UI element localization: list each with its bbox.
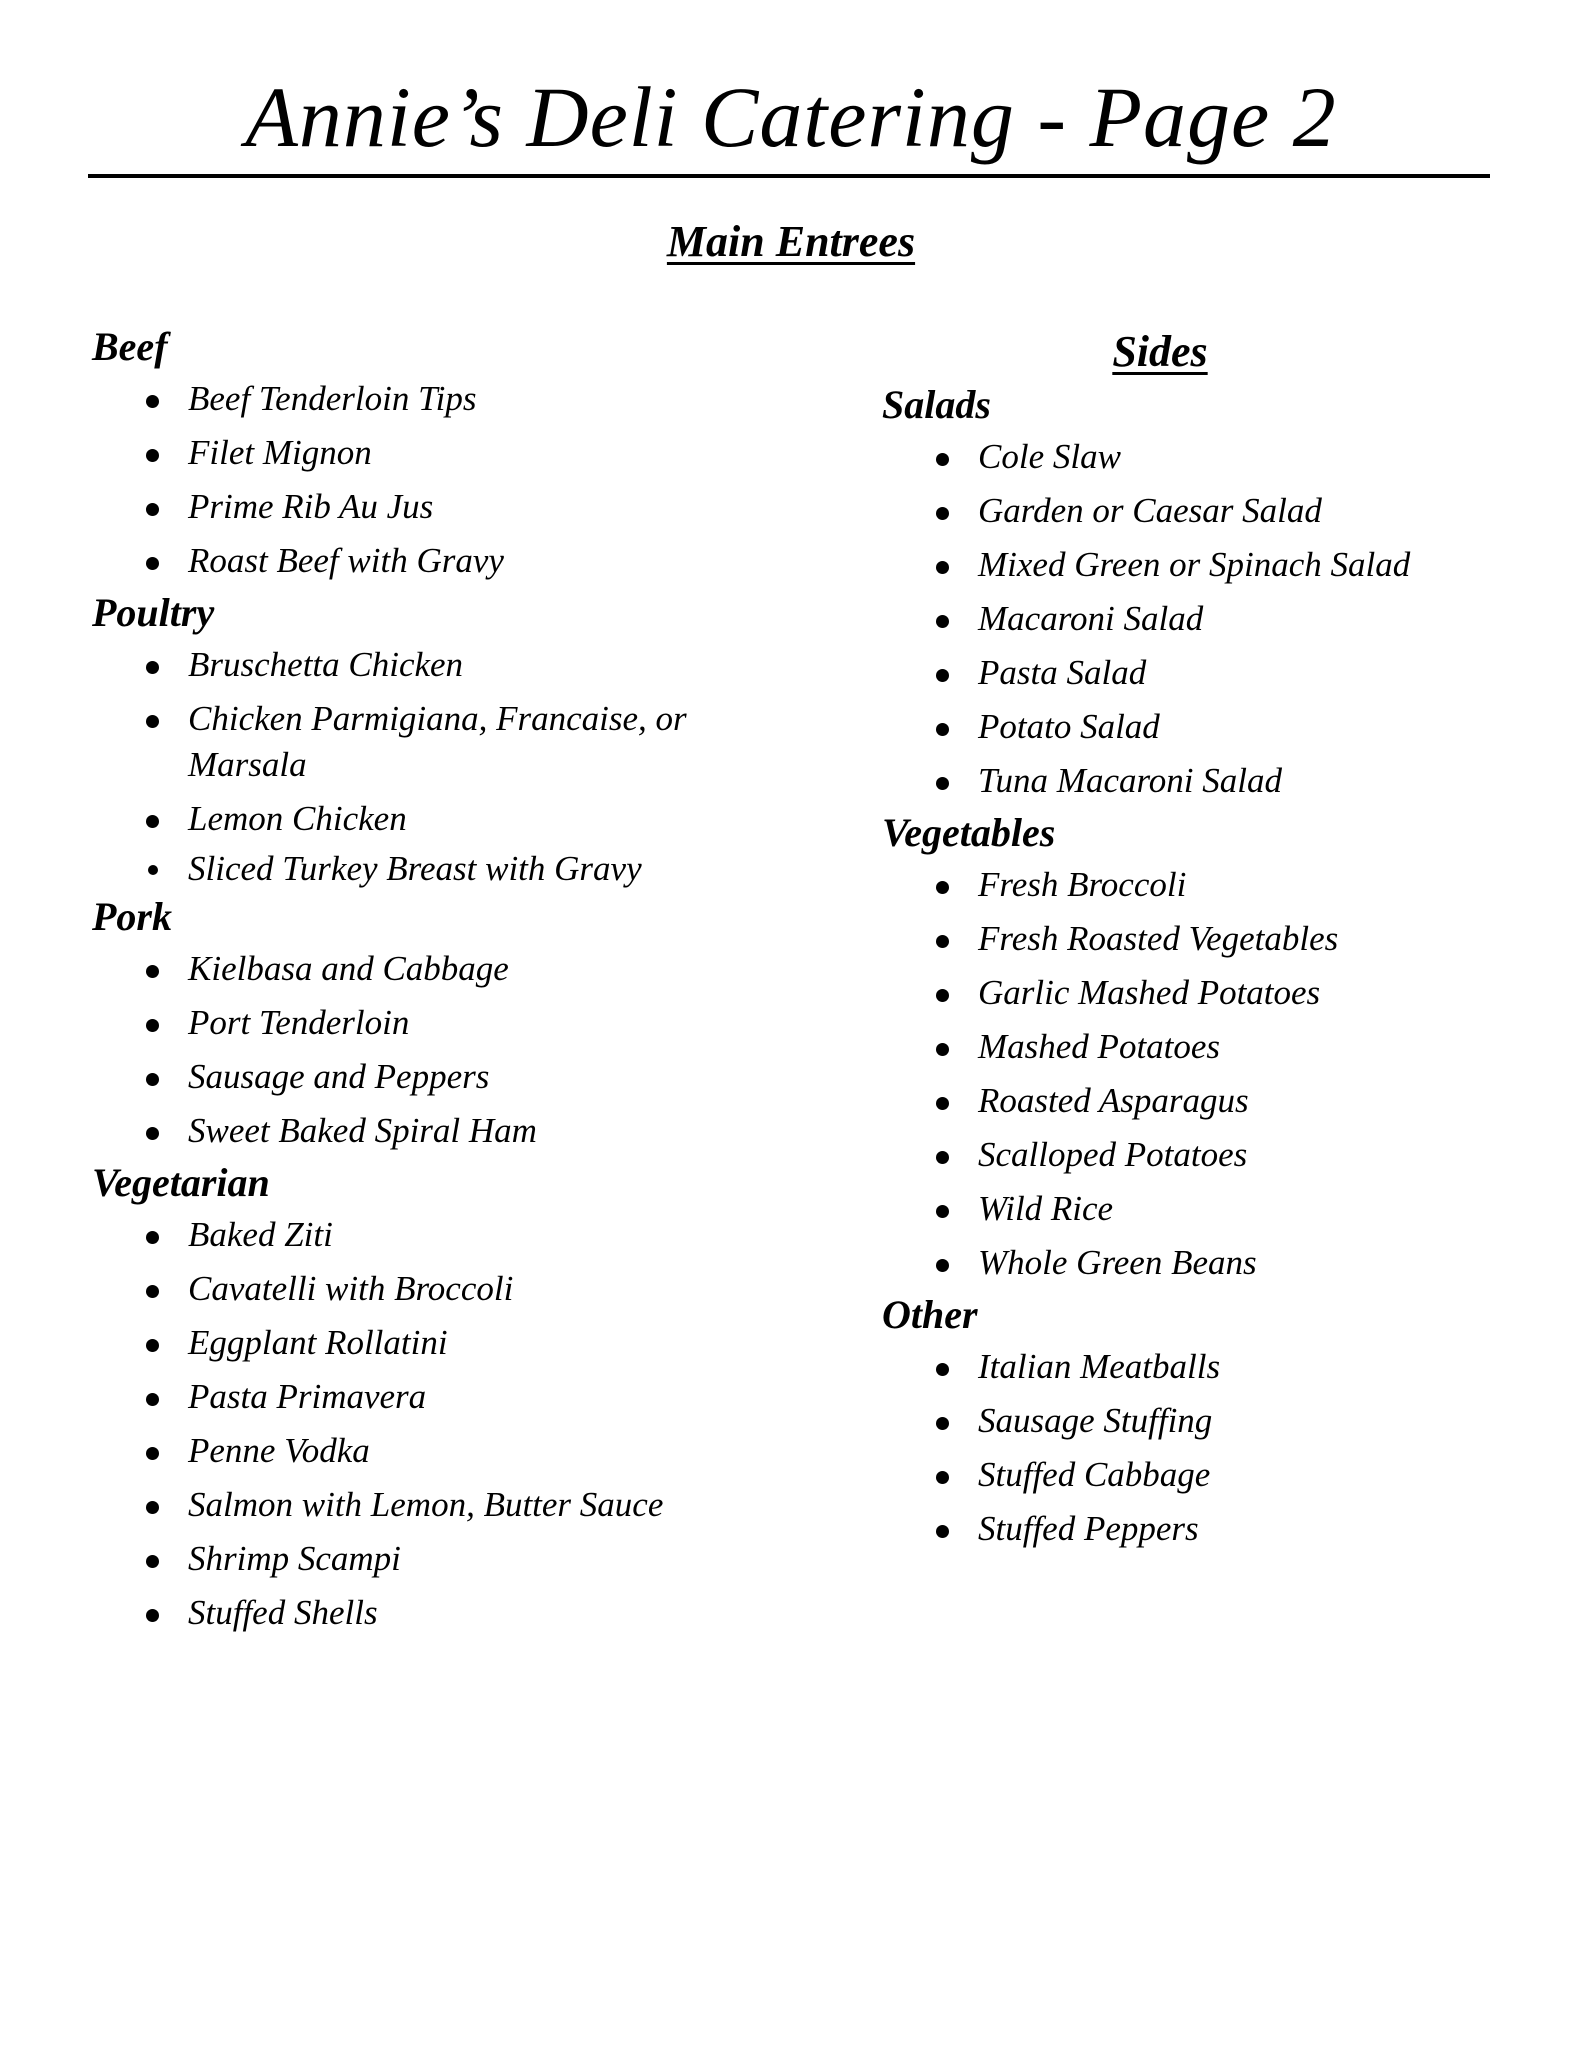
bullet-icon: [936, 1043, 949, 1056]
list-item: Bruschetta Chicken: [146, 638, 732, 692]
list-item: Whole Green Beans: [936, 1236, 1502, 1290]
list-item: Sausage Stuffing: [936, 1394, 1502, 1448]
bullet-icon: [146, 661, 159, 674]
list-item: Eggplant Rollatini: [146, 1316, 732, 1370]
bullet-icon: [936, 615, 949, 628]
list-item: Sweet Baked Spiral Ham: [146, 1104, 732, 1158]
list-item: Scalloped Potatoes: [936, 1128, 1502, 1182]
list-item: Prime Rib Au Jus: [146, 480, 732, 534]
list-item: Tuna Macaroni Salad: [936, 754, 1502, 808]
main-entrees-heading: Main Entrees: [666, 217, 916, 266]
poultry-list: [92, 638, 732, 892]
category-heading-beef: Beef: [92, 324, 168, 369]
bullet-icon: [936, 1097, 949, 1110]
bullet-icon: [146, 715, 159, 728]
list-item: Pasta Primavera: [146, 1370, 732, 1424]
list-item: Garden or Caesar Salad: [936, 484, 1502, 538]
sides-heading: Sides: [1112, 327, 1208, 376]
bullet-icon: [148, 865, 158, 875]
bullet-icon: [146, 1127, 159, 1140]
bullet-icon: [146, 1555, 159, 1568]
category-heading-pork: Pork: [92, 894, 172, 939]
salads-list: [882, 430, 1502, 808]
list-item: Cavatelli with Broccoli: [146, 1262, 732, 1316]
bullet-icon: [146, 1447, 159, 1460]
vegetarian-list: [92, 1208, 732, 1640]
bullet-icon: [936, 561, 949, 574]
list-item: Roast Beef with Gravy: [146, 534, 732, 588]
list-item: Baked Ziti: [146, 1208, 732, 1262]
category-heading-salads: Salads: [882, 382, 991, 427]
list-item: Garlic Mashed Potatoes: [936, 966, 1502, 1020]
list-item: Stuffed Shells: [146, 1586, 732, 1640]
list-item: Pasta Salad: [936, 646, 1502, 700]
bullet-icon: [936, 1417, 949, 1430]
list-item: Macaroni Salad: [936, 592, 1502, 646]
beef-list: [92, 372, 732, 588]
list-item: Beef Tenderloin Tips: [146, 372, 732, 426]
list-item: Roasted Asparagus: [936, 1074, 1502, 1128]
list-item: Filet Mignon: [146, 426, 732, 480]
list-item: Shrimp Scampi: [146, 1532, 732, 1586]
bullet-icon: [146, 1073, 159, 1086]
bullet-icon: [936, 935, 949, 948]
bullet-icon: [146, 503, 159, 516]
bullet-icon: [936, 777, 949, 790]
bullet-icon: [146, 815, 159, 828]
bullet-icon: [146, 965, 159, 978]
category-heading-other: Other: [882, 1292, 978, 1337]
list-item: Italian Meatballs: [936, 1340, 1502, 1394]
bullet-icon: [936, 1525, 949, 1538]
page-title: Annie’s Deli Catering - Page 2: [245, 69, 1337, 165]
bullet-icon: [146, 1231, 159, 1244]
bullet-icon: [936, 881, 949, 894]
bullet-icon: [146, 1393, 159, 1406]
pork-list: [92, 942, 732, 1158]
bullet-icon: [936, 1259, 949, 1272]
sides-column: [882, 380, 1502, 1556]
bullet-icon: [146, 449, 159, 462]
list-item: Kielbasa and Cabbage: [146, 942, 732, 996]
list-item: Cole Slaw: [936, 430, 1502, 484]
bullet-icon: [936, 1363, 949, 1376]
bullet-icon: [936, 1205, 949, 1218]
category-heading-vegetarian: Vegetarian: [92, 1160, 270, 1205]
list-item: Sausage and Peppers: [146, 1050, 732, 1104]
bullet-icon: [146, 1285, 159, 1298]
list-item: Lemon Chicken: [146, 792, 732, 846]
bullet-icon: [146, 1501, 159, 1514]
list-item: Stuffed Cabbage: [936, 1448, 1502, 1502]
title-divider: [88, 174, 1490, 178]
bullet-icon: [936, 989, 949, 1002]
bullet-icon: [936, 453, 949, 466]
list-item: Mixed Green or Spinach Salad: [936, 538, 1502, 592]
list-item: Stuffed Peppers: [936, 1502, 1502, 1556]
list-item: Potato Salad: [936, 700, 1502, 754]
category-heading-vegetables: Vegetables: [882, 810, 1056, 855]
list-item: Port Tenderloin: [146, 996, 732, 1050]
list-item: Penne Vodka: [146, 1424, 732, 1478]
bullet-icon: [146, 557, 159, 570]
bullet-icon: [936, 1151, 949, 1164]
bullet-icon: [936, 669, 949, 682]
list-item: Wild Rice: [936, 1182, 1502, 1236]
list-item: Fresh Broccoli: [936, 858, 1502, 912]
bullet-icon: [146, 1339, 159, 1352]
bullet-icon: [936, 507, 949, 520]
list-item: Fresh Roasted Vegetables: [936, 912, 1502, 966]
bullet-icon: [936, 723, 949, 736]
bullet-icon: [146, 395, 159, 408]
bullet-icon: [936, 1471, 949, 1484]
bullet-icon: [146, 1609, 159, 1622]
other-list: [882, 1340, 1502, 1556]
list-item: Mashed Potatoes: [936, 1020, 1502, 1074]
vegetables-list: [882, 858, 1502, 1290]
main-entrees-column: [92, 322, 732, 1640]
list-item: Sliced Turkey Breast with Gravy: [146, 846, 732, 892]
category-heading-poultry: Poultry: [92, 590, 215, 635]
bullet-icon: [146, 1019, 159, 1032]
list-item: Chicken Parmigiana, Francaise, or Marsala: [146, 692, 708, 792]
list-item: Salmon with Lemon, Butter Sauce: [146, 1478, 732, 1532]
